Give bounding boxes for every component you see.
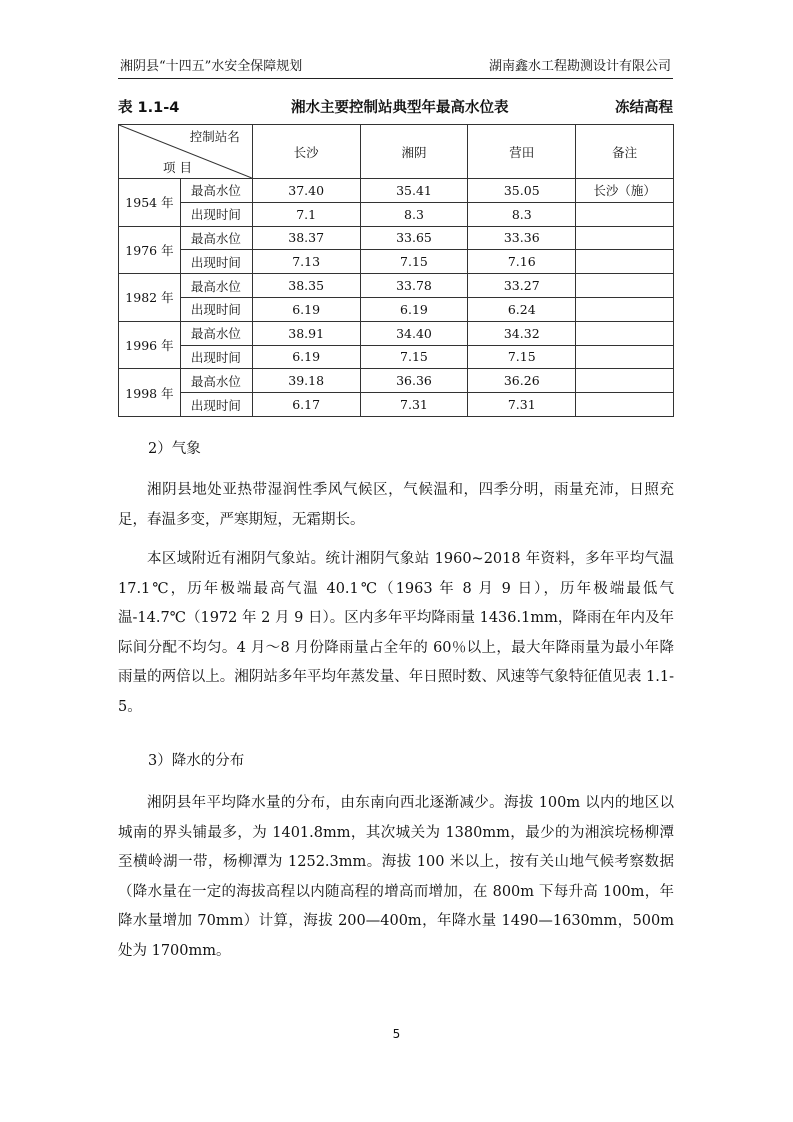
value-cell: 38.91 [252, 321, 360, 345]
value-cell: 34.40 [360, 321, 468, 345]
remark-cell [576, 250, 674, 274]
remark-cell [576, 274, 674, 298]
value-cell: 6.19 [252, 345, 360, 369]
table-body [119, 179, 674, 417]
table-row [119, 393, 674, 417]
value-cell: 33.65 [360, 226, 468, 250]
column-header: 长沙 [252, 125, 360, 179]
item-cell: 出现时间 [180, 393, 252, 417]
item-cell: 出现时间 [180, 250, 252, 274]
item-cell: 最高水位 [180, 179, 252, 203]
value-cell: 33.36 [468, 226, 576, 250]
corner-item-label: 项 目 [163, 160, 192, 175]
column-header: 营田 [468, 125, 576, 179]
table-row [119, 297, 674, 321]
year-cell: 1998 年 [119, 369, 181, 417]
year-cell: 1954 年 [119, 179, 181, 227]
value-cell: 38.37 [252, 226, 360, 250]
remark-cell [576, 202, 674, 226]
header-right-company: 湖南鑫水工程勘测设计有限公司 [488, 59, 671, 74]
item-cell: 出现时间 [180, 202, 252, 226]
item-cell: 出现时间 [180, 297, 252, 321]
paragraph: 本区域附近有湘阴气象站。统计湘阴气象站 1960~2018 年资料，多年平均气温 17.1℃，历年极端最高气温 40.1℃（1963 年 8 月 9 日），历年极端最低气温-14.7℃（1972 年 2 月 9 日）。区内多年平均降雨量 1436.1mm，降雨在年内及年际间分配不均匀。4 月～8 月份降雨量占全年的 60％以上，最大年降雨量为最小年降雨量的两倍以上。湘阴站多年平均年蒸发量、年日照时数、风速等气象特征值见表 1.1-5。 [118, 551, 674, 715]
table-row [119, 345, 674, 369]
value-cell: 34.32 [468, 321, 576, 345]
table-row [119, 226, 674, 250]
water-level-table [118, 124, 674, 417]
value-cell: 35.41 [360, 179, 468, 203]
remark-cell [576, 321, 674, 345]
value-cell: 33.78 [360, 274, 468, 298]
column-header: 湘阴 [360, 125, 468, 179]
table-row [119, 179, 674, 203]
table-number: 表 1.1-4 [118, 100, 180, 116]
page-header [118, 56, 673, 79]
value-cell: 7.15 [360, 250, 468, 274]
value-cell: 6.19 [252, 297, 360, 321]
item-cell: 最高水位 [180, 321, 252, 345]
column-header: 备注 [576, 125, 674, 179]
value-cell: 37.40 [252, 179, 360, 203]
value-cell: 36.36 [360, 369, 468, 393]
value-cell: 7.13 [252, 250, 360, 274]
value-cell: 8.3 [360, 202, 468, 226]
value-cell: 6.17 [252, 393, 360, 417]
item-cell: 最高水位 [180, 369, 252, 393]
year-cell: 1976 年 [119, 226, 181, 274]
remark-cell [576, 226, 674, 250]
year-cell: 1982 年 [119, 274, 181, 322]
header-left-title: 湘阴县“十四五”水安全保障规划 [120, 59, 303, 74]
remark-cell: 长沙（施） [576, 179, 674, 203]
value-cell: 8.3 [468, 202, 576, 226]
table-header-row [119, 125, 674, 179]
value-cell: 7.1 [252, 202, 360, 226]
section-heading-precipitation: 3）降水的分布 [148, 753, 245, 769]
table-row [119, 369, 674, 393]
value-cell: 7.31 [468, 393, 576, 417]
value-cell: 6.24 [468, 297, 576, 321]
item-cell: 出现时间 [180, 345, 252, 369]
item-cell: 最高水位 [180, 274, 252, 298]
table-row [119, 250, 674, 274]
table-row [119, 202, 674, 226]
table-title: 湘水主要控制站典型年最高水位表 [291, 100, 509, 116]
remark-cell [576, 345, 674, 369]
year-cell: 1996 年 [119, 321, 181, 369]
table-row [119, 274, 674, 298]
value-cell: 38.35 [252, 274, 360, 298]
section-heading-weather: 2）气象 [148, 441, 201, 457]
corner-station-label: 控制站名 [189, 129, 240, 144]
value-cell: 7.15 [360, 345, 468, 369]
remark-cell [576, 297, 674, 321]
table-corner-cell [119, 125, 253, 179]
table-unit: 冻结高程 [615, 100, 673, 116]
table-caption [118, 96, 673, 120]
remark-cell [576, 393, 674, 417]
table-row [119, 321, 674, 345]
value-cell: 39.18 [252, 369, 360, 393]
value-cell: 7.15 [468, 345, 576, 369]
value-cell: 35.05 [468, 179, 576, 203]
value-cell: 7.16 [468, 250, 576, 274]
item-cell: 最高水位 [180, 226, 252, 250]
paragraph: 湘阴县地处亚热带湿润性季风气候区，气候温和，四季分明，雨量充沛，日照充足，春温多变，严寒期短，无霜期长。 [118, 482, 674, 528]
value-cell: 33.27 [468, 274, 576, 298]
remark-cell [576, 369, 674, 393]
page-number: 5 [392, 1027, 401, 1041]
paragraph: 湘阴县年平均降水量的分布，由东南向西北逐渐减少。海拔 100m 以内的地区以城南的界头铺最多，为 1401.8mm，其次城关为 1380mm，最少的为湘滨垸杨柳潭至横岭湖一带，杨柳潭为 1252.3mm。海拔 100 米以上，按有关山地气候考察数据（降水量在一定的海拔高程以内随高程的增高而增加，在 800m 下每升高 100m，年降水量增加 70mm）计算，海拔 200—400m，年降水量 1490—1630mm，500m 处为 1700mm。 [118, 795, 674, 959]
value-cell: 36.26 [468, 369, 576, 393]
value-cell: 7.31 [360, 393, 468, 417]
value-cell: 6.19 [360, 297, 468, 321]
